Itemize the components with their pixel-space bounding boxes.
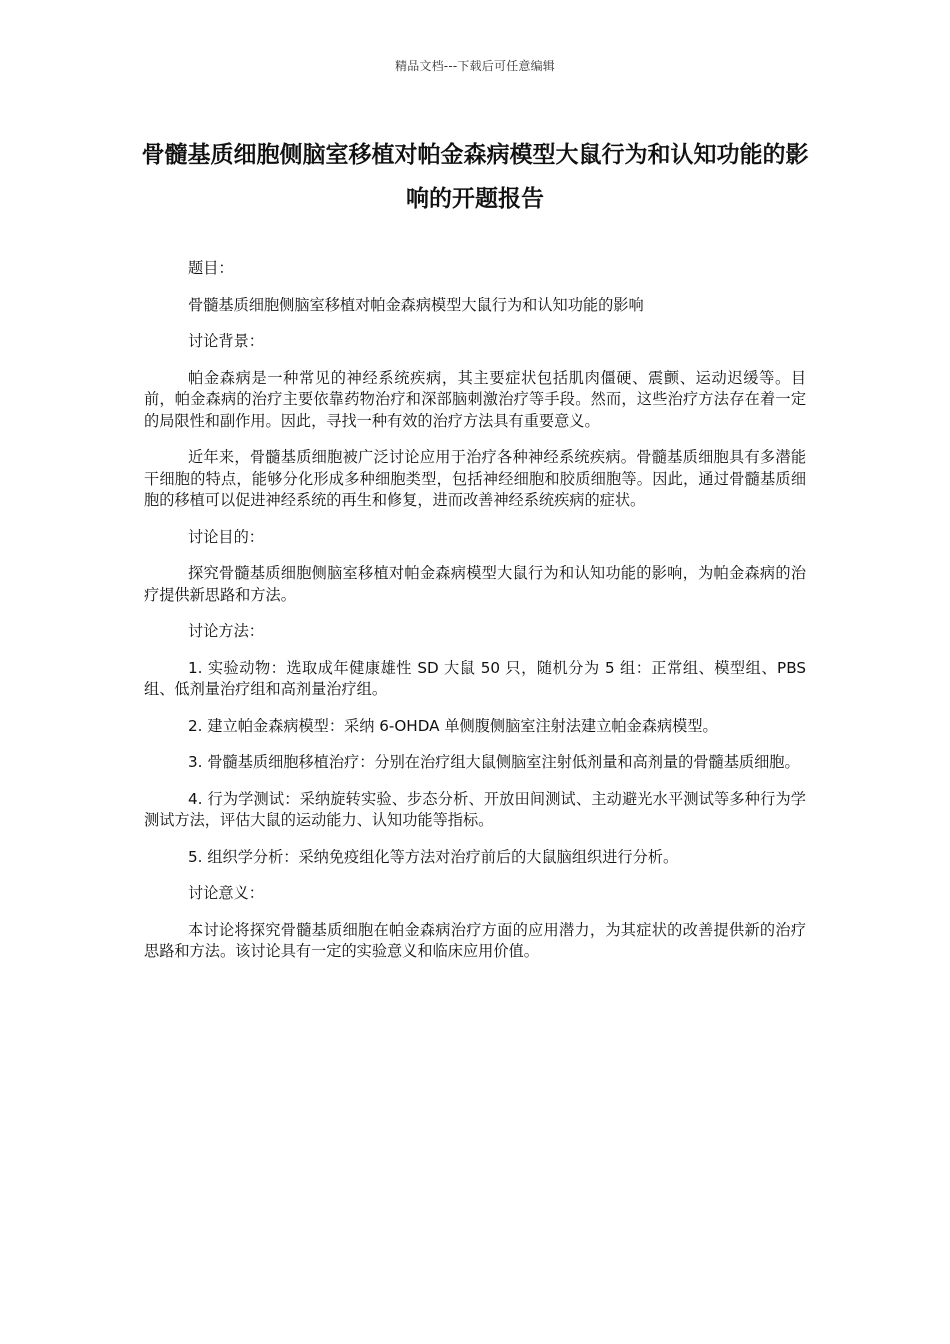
method-item-3: 3. 骨髓基质细胞移植治疗：分别在治疗组大鼠侧脑室注射低剂量和高剂量的骨髓基质细胞。 bbox=[188, 753, 800, 771]
purpose-paragraph: 探究骨髓基质细胞侧脑室移植对帕金森病模型大鼠行为和认知功能的影响，为帕金森病的治疗提供新思路和方法。 bbox=[144, 564, 806, 604]
document-title: 骨髓基质细胞侧脑室移植对帕金森病模型大鼠行为和认知功能的影响的开题报告 bbox=[141, 142, 809, 212]
document-body bbox=[144, 258, 806, 978]
method-item-1: 1. 实验动物：选取成年健康雄性 SD 大鼠 50 只，随机分为 5 组：正常组、模型组、PBS 组、低剂量治疗组和高剂量治疗组。 bbox=[144, 658, 806, 698]
background-paragraph-1: 帕金森病是一种常见的神经系统疾病，其主要症状包括肌肉僵硬、震颤、运动迟缓等。目前，帕金森病的治疗主要依靠药物治疗和深部脑刺激治疗等手段。然而，这些治疗方法存在着一定的局限性和副作用。因此，寻找一种有效的治疗方法具有重要意义。 bbox=[144, 368, 806, 430]
topic-text: 骨髓基质细胞侧脑室移植对帕金森病模型大鼠行为和认知功能的影响 bbox=[188, 295, 644, 314]
label-significance: 讨论意义： bbox=[188, 884, 264, 902]
label-background: 讨论背景： bbox=[188, 332, 264, 350]
label-purpose: 讨论目的： bbox=[188, 527, 264, 546]
page-header: 精品文档---下载后可任意编辑 bbox=[395, 59, 555, 73]
background-paragraph-2: 近年来，骨髓基质细胞被广泛讨论应用于治疗各种神经系统疾病。骨髓基质细胞具有多潜能干细胞的特点，能够分化形成多种细胞类型，包括神经细胞和胶质细胞等。因此，通过骨髓基质细胞的移植可以促进神经系统的再生和修复，进而改善神经系统疾病的症状。 bbox=[144, 448, 806, 509]
method-item-2: 2. 建立帕金森病模型：采纳 6-OHDA 单侧腹侧脑室注射法建立帕金森病模型。 bbox=[188, 716, 718, 735]
label-methods: 讨论方法： bbox=[188, 622, 264, 640]
significance-paragraph: 本讨论将探究骨髓基质细胞在帕金森病治疗方面的应用潜力，为其症状的改善提供新的治疗思路和方法。该讨论具有一定的实验意义和临床应用价值。 bbox=[144, 920, 806, 960]
method-item-4: 4. 行为学测试：采纳旋转实验、步态分析、开放田间测试、主动避光水平测试等多种行为学测试方法，评估大鼠的运动能力、认知功能等指标。 bbox=[144, 789, 806, 829]
method-item-5: 5. 组织学分析：采纳免疫组化等方法对治疗前后的大鼠脑组织进行分析。 bbox=[188, 847, 679, 866]
label-topic: 题目： bbox=[188, 259, 234, 277]
